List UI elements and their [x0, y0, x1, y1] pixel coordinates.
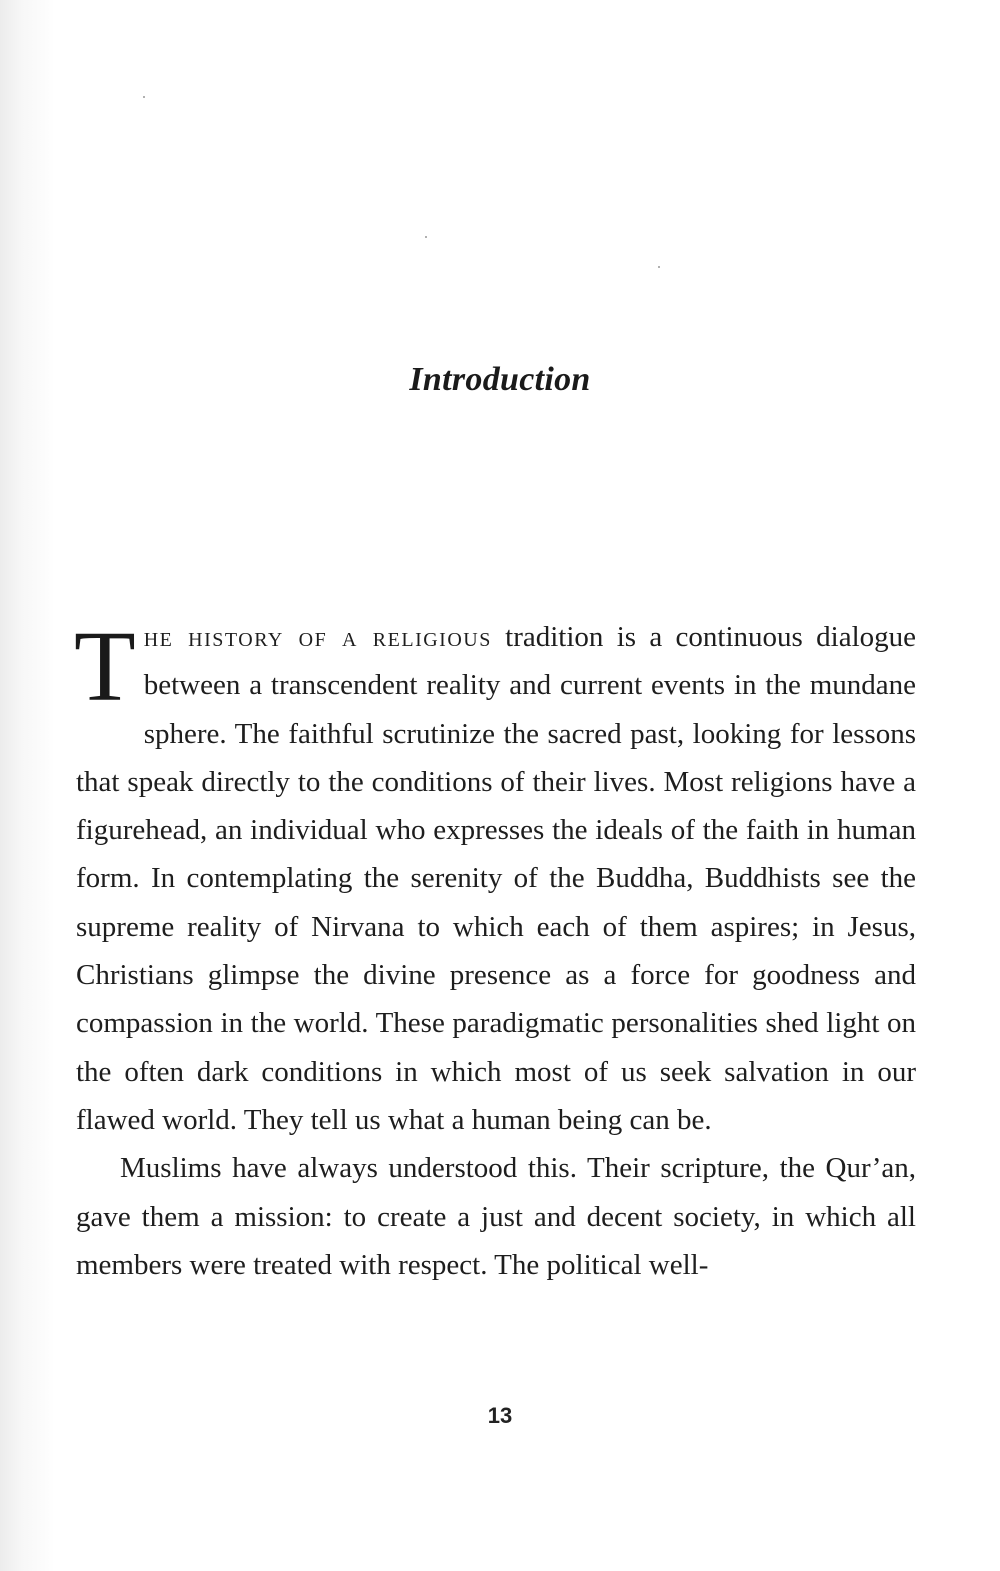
page-number: 13: [487, 1403, 513, 1428]
scan-speck: [425, 236, 427, 238]
body-text: [74, 610, 916, 1289]
paragraph-2: Muslims have always understood this. Their scripture, the Qur’an, gave them a mission: to create a just and decent society, in which all members were treated with respect. The political well-: [76, 1152, 916, 1281]
paragraph-1: [74, 610, 916, 1144]
page-gutter-shadow: [0, 0, 55, 1571]
small-caps-lead: he history of a religious: [143, 621, 492, 653]
scan-speck: [658, 266, 660, 268]
paragraph-1-text: tradition is a continuous dialogue between a transcendent reality and current events in the mundane sphere. The faithful scrutinize the sacred past, looking for lessons that speak directly to the conditions of their lives. Most religions have a figurehead, an individual who expresses the ideals of the faith in human form. In contemplating the serenity of the Buddha, Buddhists see the supreme reality of Nirvana to which each of them aspires; in Jesus, Christians glimpse the divine presence as a force for goodness and compassion in the world. These paradigmatic personalities shed light on the often dark conditions in which most of us seek salvation in our flawed world. They tell us what a human being can be.: [76, 621, 916, 1136]
chapter-title: Introduction: [409, 360, 591, 398]
scan-speck: [143, 96, 145, 98]
drop-cap: T: [74, 610, 136, 722]
